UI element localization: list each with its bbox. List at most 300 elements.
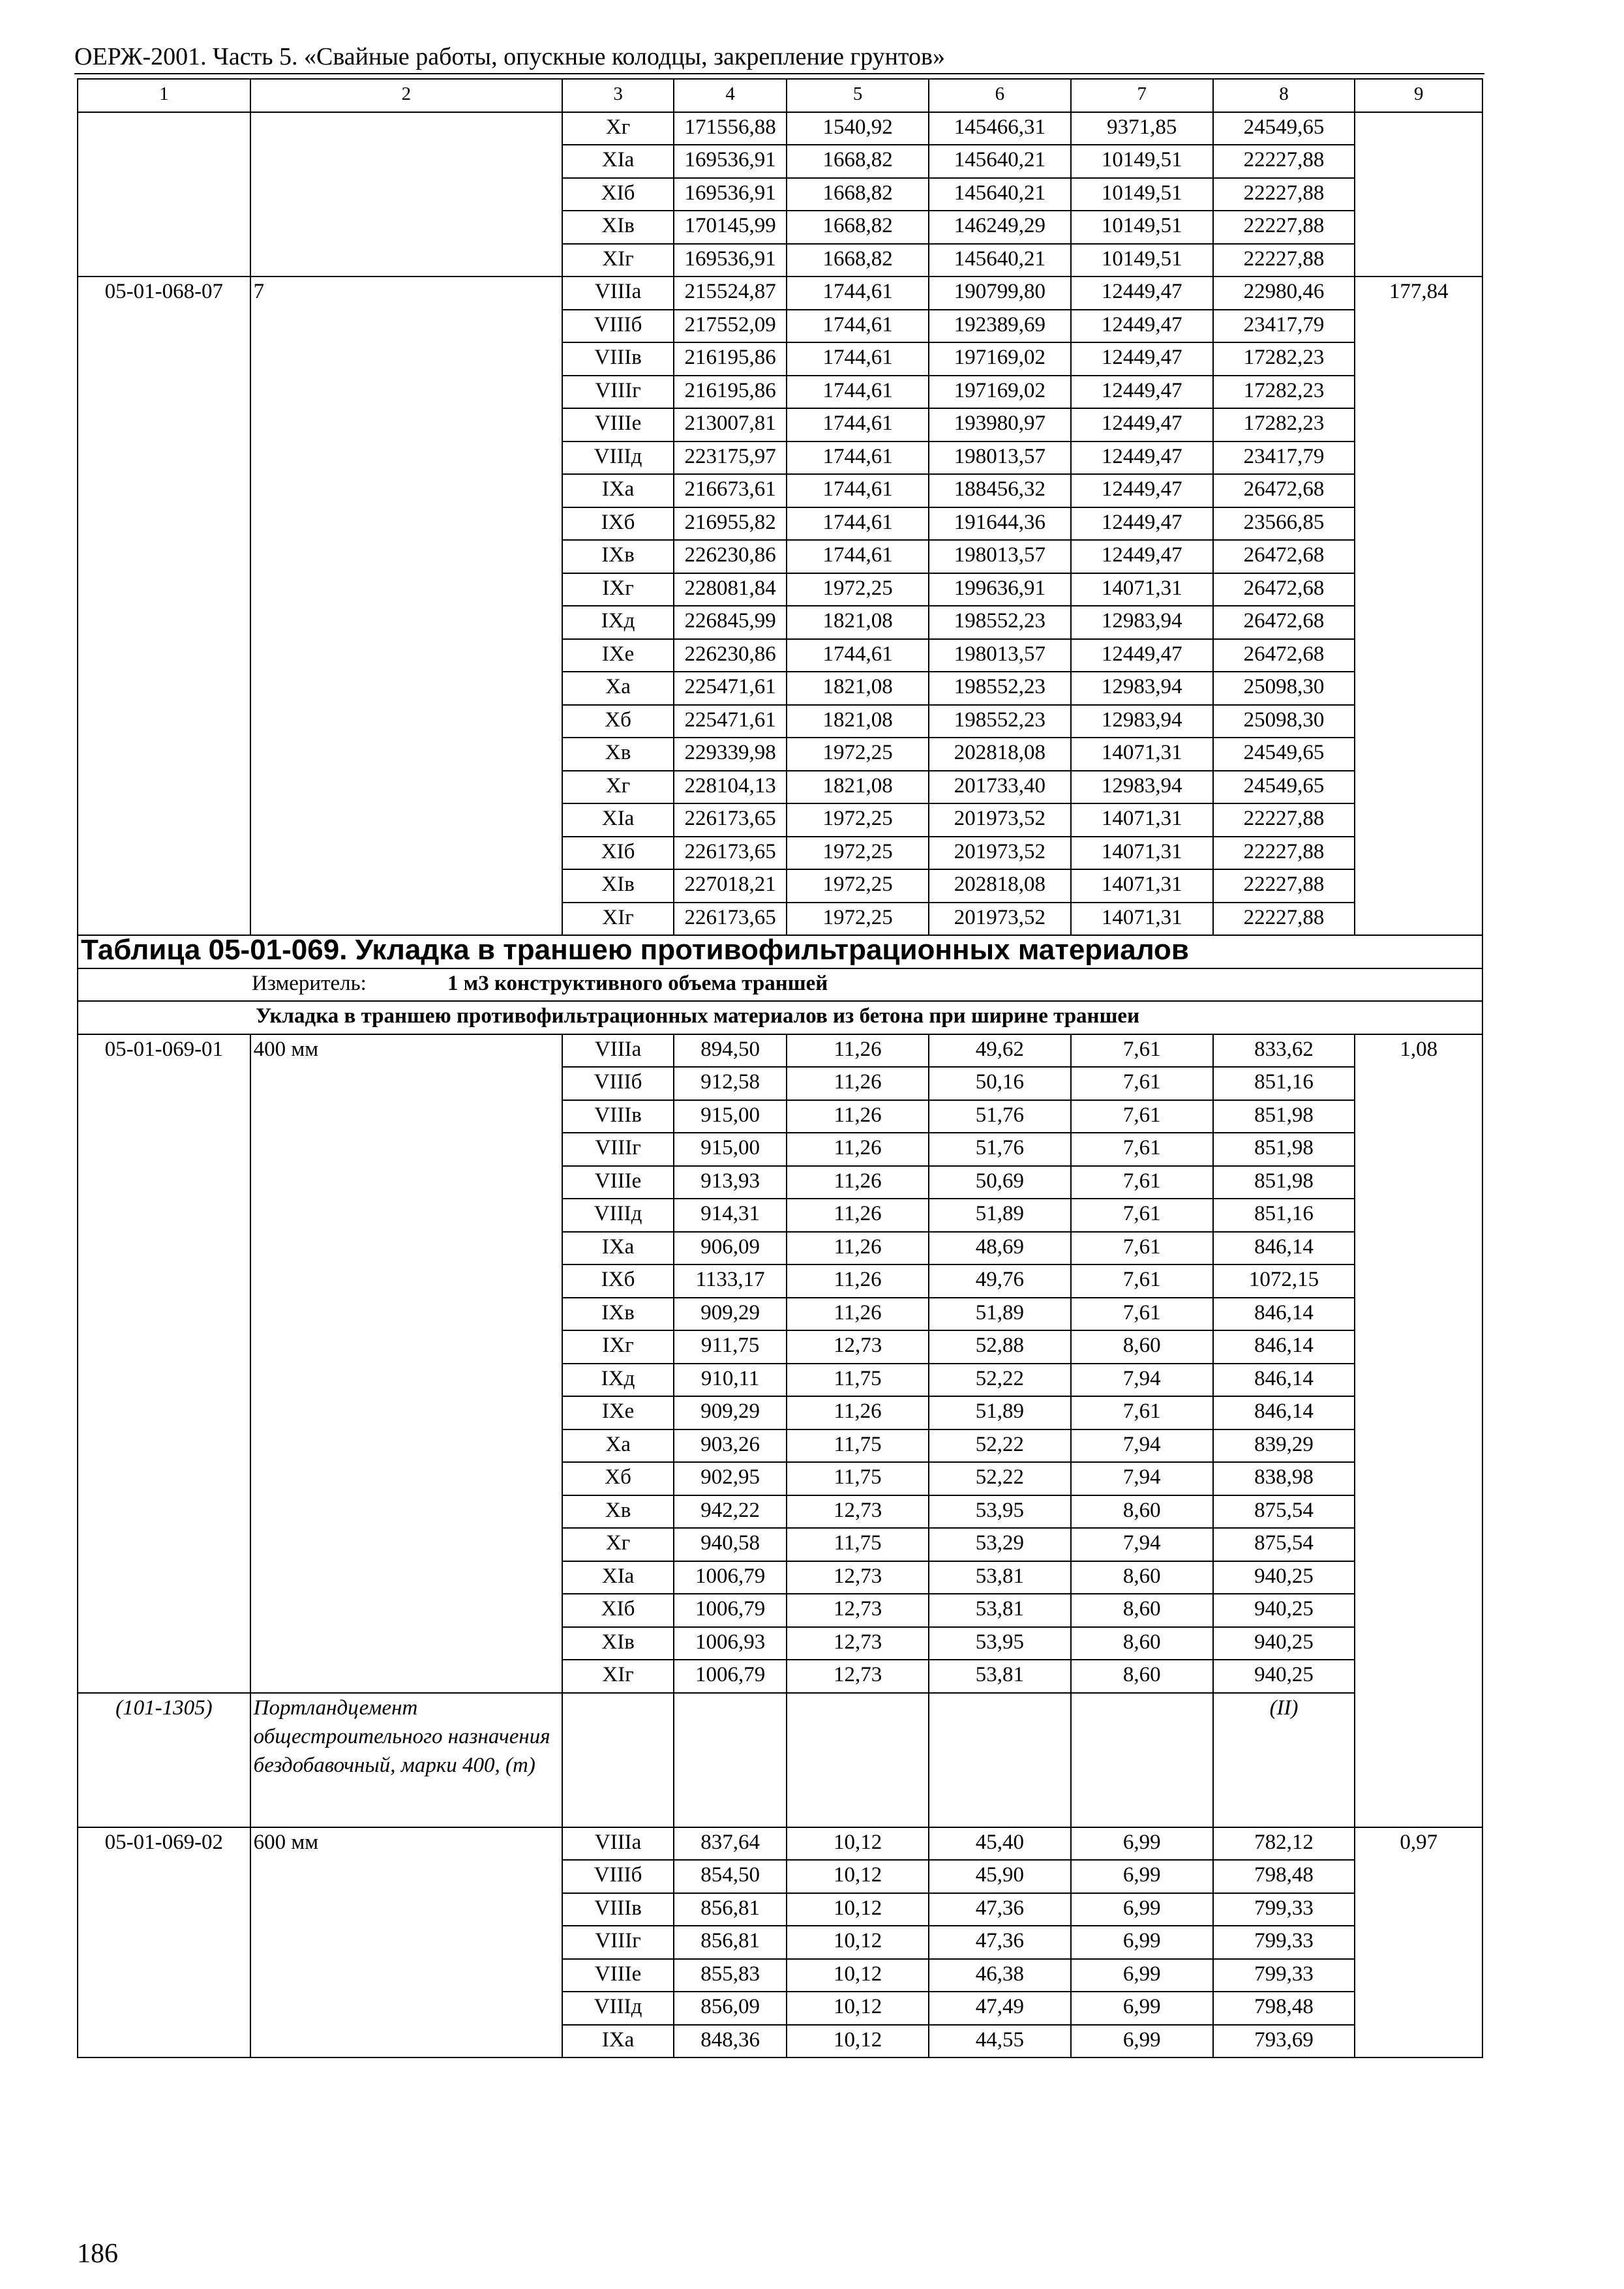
cell-col-7: 8,60 <box>1071 1627 1213 1660</box>
cell-col-7: 14071,31 <box>1071 738 1213 771</box>
cell-col-8: 838,98 <box>1213 1462 1355 1495</box>
zone-cell: VIIIб <box>562 310 674 343</box>
cell-col-5: 1668,82 <box>787 178 929 211</box>
total-cost-cell: 909,29 <box>674 1396 787 1429</box>
zone-cell: VIIIб <box>562 1860 674 1893</box>
cell-col-8: 22227,88 <box>1213 244 1355 277</box>
zone-cell: VIIIа <box>562 1827 674 1861</box>
cell-col-5: 12,73 <box>787 1660 929 1693</box>
zone-cell: XIб <box>562 1594 674 1627</box>
total-cost-cell: 226173,65 <box>674 903 787 936</box>
total-cost-cell: 217552,09 <box>674 310 787 343</box>
cell-col-6: 199636,91 <box>929 573 1071 606</box>
cell-col-5: 1821,08 <box>787 705 929 738</box>
cell-col-6: 47,36 <box>929 1926 1071 1959</box>
cell-col-6: 53,29 <box>929 1528 1071 1561</box>
cell-col-6: 51,89 <box>929 1298 1071 1331</box>
total-cost-cell: 902,95 <box>674 1462 787 1495</box>
cell-col-5: 11,26 <box>787 1232 929 1265</box>
rate-name-cell: 7 <box>250 277 562 935</box>
cell-col-7: 7,94 <box>1071 1429 1213 1463</box>
total-cost-cell: 223175,97 <box>674 441 787 475</box>
cell-col-6: 201733,40 <box>929 771 1071 804</box>
cell-col-7: 10149,51 <box>1071 244 1213 277</box>
header-divider <box>74 73 1484 74</box>
rate-code-cell: 05-01-068-07 <box>78 277 250 935</box>
cell-col-5: 11,26 <box>787 1264 929 1298</box>
cell-col-8: 25098,30 <box>1213 672 1355 705</box>
cell-col-6: 197169,02 <box>929 376 1071 409</box>
cell-col-6: 53,95 <box>929 1495 1071 1529</box>
cell-col-8: 851,98 <box>1213 1100 1355 1133</box>
cell-col-7: 7,94 <box>1071 1364 1213 1397</box>
cell-col-7: 12983,94 <box>1071 672 1213 705</box>
cell-col-8: 846,14 <box>1213 1396 1355 1429</box>
total-cost-cell: 915,00 <box>674 1100 787 1133</box>
cell-col-8: 26472,68 <box>1213 474 1355 507</box>
zone-cell: IXд <box>562 606 674 639</box>
cell-col-5: 10,12 <box>787 1827 929 1861</box>
cell-col-5: 11,26 <box>787 1133 929 1166</box>
cell-col-8: 22227,88 <box>1213 869 1355 903</box>
cell-col-7: 10149,51 <box>1071 178 1213 211</box>
total-cost-cell: 910,11 <box>674 1364 787 1397</box>
cell-col-7: 7,61 <box>1071 1199 1213 1232</box>
zone-cell: VIIIа <box>562 277 674 310</box>
zone-cell: XIг <box>562 244 674 277</box>
total-cost-cell: 228081,84 <box>674 573 787 606</box>
cell-col-8: 833,62 <box>1213 1034 1355 1068</box>
cell-col-7: 7,61 <box>1071 1166 1213 1199</box>
total-cost-cell: 229339,98 <box>674 738 787 771</box>
table-row <box>78 1034 1482 1068</box>
cell-col-8: 875,54 <box>1213 1528 1355 1561</box>
cell-col-6: 52,22 <box>929 1364 1071 1397</box>
cell-col-8: 846,14 <box>1213 1364 1355 1397</box>
page-header: ОЕРЖ-2001. Часть 5. «Свайные работы, опускные колодцы, закрепление грунтов» <box>74 43 945 70</box>
cell-col-7: 8,60 <box>1071 1594 1213 1627</box>
material-class-cell: (II) <box>1213 1693 1355 1827</box>
cell-col-8: 799,33 <box>1213 1893 1355 1926</box>
total-cost-cell: 854,50 <box>674 1860 787 1893</box>
total-cost-cell: 226230,86 <box>674 639 787 672</box>
cell-col-6: 47,49 <box>929 1992 1071 2025</box>
cell-col-5: 12,73 <box>787 1561 929 1594</box>
zone-cell: Xг <box>562 771 674 804</box>
zone-cell: VIIIв <box>562 1100 674 1133</box>
cell-col-8: 798,48 <box>1213 1992 1355 2025</box>
cell-col-5: 1744,61 <box>787 540 929 573</box>
cell-col-5: 10,12 <box>787 1893 929 1926</box>
cell-col-8: 839,29 <box>1213 1429 1355 1463</box>
cell-col-7: 9371,85 <box>1071 112 1213 145</box>
cell-col-7: 7,61 <box>1071 1298 1213 1331</box>
cell-col-8: 940,25 <box>1213 1594 1355 1627</box>
cell-col-5: 1744,61 <box>787 310 929 343</box>
total-cost-cell: 226173,65 <box>674 837 787 870</box>
total-cost-cell: 1006,79 <box>674 1594 787 1627</box>
table-title: Таблица 05-01-069. Укладка в траншею противофильтрационных материалов <box>78 935 1482 968</box>
zone-cell: VIIIб <box>562 1067 674 1100</box>
total-cost-cell: 216195,86 <box>674 342 787 376</box>
cell-col-8: 799,33 <box>1213 1959 1355 1992</box>
cell-col-7: 14071,31 <box>1071 903 1213 936</box>
cell-col-7: 7,61 <box>1071 1067 1213 1100</box>
cell-col-8: 26472,68 <box>1213 573 1355 606</box>
cell-col-6: 198552,23 <box>929 672 1071 705</box>
zone-cell: IXг <box>562 573 674 606</box>
cell-col-7: 7,61 <box>1071 1133 1213 1166</box>
cell-col-6: 201973,52 <box>929 803 1071 837</box>
cell-col-8: 23417,79 <box>1213 310 1355 343</box>
cell-col-8: 940,25 <box>1213 1660 1355 1693</box>
cell-col-6: 202818,08 <box>929 738 1071 771</box>
cell-col-7: 12983,94 <box>1071 606 1213 639</box>
cell-col-5: 1744,61 <box>787 342 929 376</box>
cell-col-6: 45,90 <box>929 1860 1071 1893</box>
total-cost-cell: 912,58 <box>674 1067 787 1100</box>
total-cost-cell: 856,81 <box>674 1926 787 1959</box>
material-row <box>78 1693 1482 1827</box>
cell-col-5: 1972,25 <box>787 837 929 870</box>
cell-col-7: 12449,47 <box>1071 507 1213 541</box>
cell-col-7: 14071,31 <box>1071 803 1213 837</box>
zone-cell: IXа <box>562 474 674 507</box>
cell-col-8: 24549,65 <box>1213 738 1355 771</box>
cell-col-6: 192389,69 <box>929 310 1071 343</box>
total-cost-cell: 855,83 <box>674 1959 787 1992</box>
cell-col-6: 145640,21 <box>929 145 1071 178</box>
cell-col-6: 52,22 <box>929 1429 1071 1463</box>
cell-col-5: 12,73 <box>787 1594 929 1627</box>
zone-cell: XIв <box>562 869 674 903</box>
total-cost-cell: 1006,79 <box>674 1561 787 1594</box>
zone-cell: XIа <box>562 1561 674 1594</box>
cell-col-5: 1972,25 <box>787 903 929 936</box>
total-cost-cell: 226173,65 <box>674 803 787 837</box>
total-cost-cell: 894,50 <box>674 1034 787 1068</box>
zone-cell: IXа <box>562 2025 674 2058</box>
cell-col-6: 52,88 <box>929 1330 1071 1364</box>
cell-col-5: 11,75 <box>787 1462 929 1495</box>
cell-col-7: 6,99 <box>1071 1926 1213 1959</box>
total-cost-cell: 1133,17 <box>674 1264 787 1298</box>
zone-cell: Xг <box>562 1528 674 1561</box>
zone-cell: VIIIг <box>562 1926 674 1959</box>
cell-col-7: 12983,94 <box>1071 771 1213 804</box>
total-cost-cell: 837,64 <box>674 1827 787 1861</box>
total-cost-cell: 942,22 <box>674 1495 787 1529</box>
table-row <box>78 277 1482 310</box>
cell-col-8: 25098,30 <box>1213 705 1355 738</box>
total-cost-cell: 914,31 <box>674 1199 787 1232</box>
rate-name-cell: 600 мм <box>250 1827 562 2058</box>
cell-col-5: 11,26 <box>787 1298 929 1331</box>
measure-value: 1 м3 конструктивного объема траншей <box>447 971 828 995</box>
cell-col-8: 24549,65 <box>1213 771 1355 804</box>
cell-col-5: 1744,61 <box>787 408 929 441</box>
cell-col-6: 198013,57 <box>929 540 1071 573</box>
cell-col-5: 12,73 <box>787 1495 929 1529</box>
column-number: 5 <box>787 79 929 112</box>
cell-col-7: 7,61 <box>1071 1396 1213 1429</box>
c9-value-cell: 1,08 <box>1355 1034 1482 1827</box>
zone-cell: IXа <box>562 1232 674 1265</box>
c9-cell <box>1355 112 1482 277</box>
material-cell-col-5 <box>787 1693 929 1827</box>
total-cost-cell: 170145,99 <box>674 211 787 244</box>
cell-col-5: 10,12 <box>787 1959 929 1992</box>
cell-col-6: 49,62 <box>929 1034 1071 1068</box>
cell-col-8: 23417,79 <box>1213 441 1355 475</box>
cell-col-8: 26472,68 <box>1213 606 1355 639</box>
cell-col-8: 17282,23 <box>1213 342 1355 376</box>
total-cost-cell: 215524,87 <box>674 277 787 310</box>
cell-col-6: 44,55 <box>929 2025 1071 2058</box>
material-cell-col-6 <box>929 1693 1071 1827</box>
cell-col-5: 11,75 <box>787 1528 929 1561</box>
zone-cell: Xа <box>562 1429 674 1463</box>
cell-col-5: 11,26 <box>787 1199 929 1232</box>
zone-cell: XIг <box>562 1660 674 1693</box>
cell-col-8: 17282,23 <box>1213 408 1355 441</box>
column-number: 2 <box>250 79 562 112</box>
cell-col-6: 202818,08 <box>929 869 1071 903</box>
cell-col-5: 1744,61 <box>787 639 929 672</box>
total-cost-cell: 169536,91 <box>674 178 787 211</box>
cell-col-7: 12449,47 <box>1071 310 1213 343</box>
table-title-row <box>78 935 1482 968</box>
measure-label: Измеритель: <box>252 971 367 995</box>
cell-col-5: 1744,61 <box>787 376 929 409</box>
cell-col-8: 793,69 <box>1213 2025 1355 2058</box>
cell-col-6: 47,36 <box>929 1893 1071 1926</box>
cell-col-5: 1972,25 <box>787 803 929 837</box>
cell-col-8: 22227,88 <box>1213 903 1355 936</box>
section-title-cell <box>78 1001 1482 1034</box>
cell-col-6: 201973,52 <box>929 903 1071 936</box>
column-number: 9 <box>1355 79 1482 112</box>
cell-col-5: 1821,08 <box>787 771 929 804</box>
zone-cell: VIIIг <box>562 1133 674 1166</box>
total-cost-cell: 225471,61 <box>674 705 787 738</box>
cell-col-7: 12449,47 <box>1071 342 1213 376</box>
total-cost-cell: 940,58 <box>674 1528 787 1561</box>
cell-col-5: 1744,61 <box>787 474 929 507</box>
cell-col-6: 53,81 <box>929 1660 1071 1693</box>
cell-col-6: 146249,29 <box>929 211 1071 244</box>
cell-col-7: 6,99 <box>1071 2025 1213 2058</box>
measure-cell <box>78 968 1482 1002</box>
cell-col-7: 7,61 <box>1071 1264 1213 1298</box>
cell-col-5: 1744,61 <box>787 507 929 541</box>
zone-cell: VIIIе <box>562 1959 674 1992</box>
cell-col-8: 22227,88 <box>1213 803 1355 837</box>
table-row <box>78 112 1482 145</box>
table-row <box>78 1827 1482 1861</box>
cell-col-7: 14071,31 <box>1071 573 1213 606</box>
cell-col-5: 11,26 <box>787 1100 929 1133</box>
cell-col-5: 1821,08 <box>787 606 929 639</box>
cell-col-7: 7,61 <box>1071 1232 1213 1265</box>
cell-col-5: 1540,92 <box>787 112 929 145</box>
cell-col-6: 52,22 <box>929 1462 1071 1495</box>
cell-col-8: 22980,46 <box>1213 277 1355 310</box>
cell-col-6: 190799,80 <box>929 277 1071 310</box>
material-name-cell: Портландцемент общестроительного назначения бездобавочный, марки 400, (т) <box>250 1693 562 1827</box>
zone-cell: XIа <box>562 145 674 178</box>
cell-col-8: 846,14 <box>1213 1298 1355 1331</box>
rate-code-cell: 05-01-069-01 <box>78 1034 250 1693</box>
zone-cell: IXв <box>562 1298 674 1331</box>
cell-col-5: 1668,82 <box>787 211 929 244</box>
cell-col-6: 50,16 <box>929 1067 1071 1100</box>
name-cell <box>250 112 562 277</box>
cell-col-8: 22227,88 <box>1213 211 1355 244</box>
cell-col-5: 1821,08 <box>787 672 929 705</box>
cell-col-8: 846,14 <box>1213 1330 1355 1364</box>
zone-cell: Xб <box>562 705 674 738</box>
cell-col-6: 198552,23 <box>929 606 1071 639</box>
zone-cell: IXе <box>562 1396 674 1429</box>
total-cost-cell: 856,09 <box>674 1992 787 2025</box>
cell-col-7: 12449,47 <box>1071 408 1213 441</box>
cell-col-8: 23566,85 <box>1213 507 1355 541</box>
section-title: Укладка в траншею противофильтрационных материалов из бетона при ширине траншеи <box>256 1004 1140 1028</box>
total-cost-cell: 216673,61 <box>674 474 787 507</box>
cell-col-5: 11,26 <box>787 1067 929 1100</box>
total-cost-cell: 213007,81 <box>674 408 787 441</box>
total-cost-cell: 227018,21 <box>674 869 787 903</box>
cell-col-6: 145640,21 <box>929 178 1071 211</box>
cell-col-7: 6,99 <box>1071 1893 1213 1926</box>
zone-cell: IXе <box>562 639 674 672</box>
cell-col-6: 145466,31 <box>929 112 1071 145</box>
zone-cell: VIIIд <box>562 1992 674 2025</box>
cell-col-7: 12449,47 <box>1071 376 1213 409</box>
cell-col-8: 940,25 <box>1213 1627 1355 1660</box>
material-cell-col-4 <box>674 1693 787 1827</box>
column-number: 1 <box>78 79 250 112</box>
cell-col-7: 14071,31 <box>1071 837 1213 870</box>
zone-cell: IXд <box>562 1364 674 1397</box>
cell-col-8: 782,12 <box>1213 1827 1355 1861</box>
cell-col-5: 1744,61 <box>787 277 929 310</box>
zone-cell: VIIIд <box>562 441 674 475</box>
cell-col-5: 10,12 <box>787 1992 929 2025</box>
zone-cell: XIа <box>562 803 674 837</box>
total-cost-cell: 913,93 <box>674 1166 787 1199</box>
cell-col-8: 24549,65 <box>1213 112 1355 145</box>
cell-col-5: 10,12 <box>787 2025 929 2058</box>
cell-col-5: 1668,82 <box>787 145 929 178</box>
cell-col-7: 7,61 <box>1071 1034 1213 1068</box>
cell-col-6: 201973,52 <box>929 837 1071 870</box>
cell-col-6: 198013,57 <box>929 441 1071 475</box>
zone-cell: XIв <box>562 1627 674 1660</box>
column-number: 6 <box>929 79 1071 112</box>
cell-col-7: 12449,47 <box>1071 474 1213 507</box>
cell-col-8: 17282,23 <box>1213 376 1355 409</box>
cell-col-6: 197169,02 <box>929 342 1071 376</box>
zone-cell: Xв <box>562 1495 674 1529</box>
cell-col-6: 49,76 <box>929 1264 1071 1298</box>
cell-col-8: 1072,15 <box>1213 1264 1355 1298</box>
cell-col-6: 188456,32 <box>929 474 1071 507</box>
total-cost-cell: 169536,91 <box>674 244 787 277</box>
cell-col-6: 53,95 <box>929 1627 1071 1660</box>
total-cost-cell: 911,75 <box>674 1330 787 1364</box>
page-number: 186 <box>77 2239 118 2269</box>
cell-col-8: 799,33 <box>1213 1926 1355 1959</box>
cell-col-5: 1972,25 <box>787 869 929 903</box>
measure-row <box>78 968 1482 1002</box>
cell-col-6: 51,76 <box>929 1133 1071 1166</box>
cell-col-8: 26472,68 <box>1213 540 1355 573</box>
total-cost-cell: 906,09 <box>674 1232 787 1265</box>
cell-col-6: 198013,57 <box>929 639 1071 672</box>
total-cost-cell: 856,81 <box>674 1893 787 1926</box>
cell-col-7: 6,99 <box>1071 1860 1213 1893</box>
cell-col-7: 10149,51 <box>1071 145 1213 178</box>
total-cost-cell: 169536,91 <box>674 145 787 178</box>
cell-col-5: 10,12 <box>787 1926 929 1959</box>
cell-col-6: 51,89 <box>929 1199 1071 1232</box>
total-cost-cell: 225471,61 <box>674 672 787 705</box>
cell-col-5: 1972,25 <box>787 738 929 771</box>
cell-col-6: 48,69 <box>929 1232 1071 1265</box>
zone-cell: IXб <box>562 1264 674 1298</box>
cell-col-5: 12,73 <box>787 1330 929 1364</box>
cell-col-7: 8,60 <box>1071 1330 1213 1364</box>
cell-col-7: 6,99 <box>1071 1827 1213 1861</box>
zone-cell: XIг <box>562 903 674 936</box>
cell-col-7: 7,94 <box>1071 1462 1213 1495</box>
cell-col-8: 851,98 <box>1213 1166 1355 1199</box>
cell-col-8: 851,98 <box>1213 1133 1355 1166</box>
total-cost-cell: 216955,82 <box>674 507 787 541</box>
cell-col-7: 14071,31 <box>1071 869 1213 903</box>
zone-cell: VIIIг <box>562 376 674 409</box>
cell-col-8: 851,16 <box>1213 1067 1355 1100</box>
cell-col-5: 11,26 <box>787 1166 929 1199</box>
cell-col-8: 26472,68 <box>1213 639 1355 672</box>
zone-cell: XIб <box>562 837 674 870</box>
cell-col-7: 12449,47 <box>1071 639 1213 672</box>
cell-col-7: 8,60 <box>1071 1561 1213 1594</box>
cell-col-5: 1744,61 <box>787 441 929 475</box>
total-cost-cell: 171556,88 <box>674 112 787 145</box>
column-number: 3 <box>562 79 674 112</box>
c9-value-cell: 0,97 <box>1355 1827 1482 2058</box>
cell-col-8: 940,25 <box>1213 1561 1355 1594</box>
cell-col-7: 12449,47 <box>1071 441 1213 475</box>
cell-col-7: 6,99 <box>1071 1992 1213 2025</box>
zone-cell: Xв <box>562 738 674 771</box>
total-cost-cell: 216195,86 <box>674 376 787 409</box>
zone-cell: IXб <box>562 507 674 541</box>
zone-cell: XIв <box>562 211 674 244</box>
cell-col-8: 798,48 <box>1213 1860 1355 1893</box>
cell-col-8: 846,14 <box>1213 1232 1355 1265</box>
total-cost-cell: 1006,79 <box>674 1660 787 1693</box>
cell-col-7: 8,60 <box>1071 1495 1213 1529</box>
zone-cell: VIIIе <box>562 1166 674 1199</box>
cell-col-6: 51,76 <box>929 1100 1071 1133</box>
total-cost-cell: 226230,86 <box>674 540 787 573</box>
column-number: 4 <box>674 79 787 112</box>
zone-cell: VIIIа <box>562 1034 674 1068</box>
